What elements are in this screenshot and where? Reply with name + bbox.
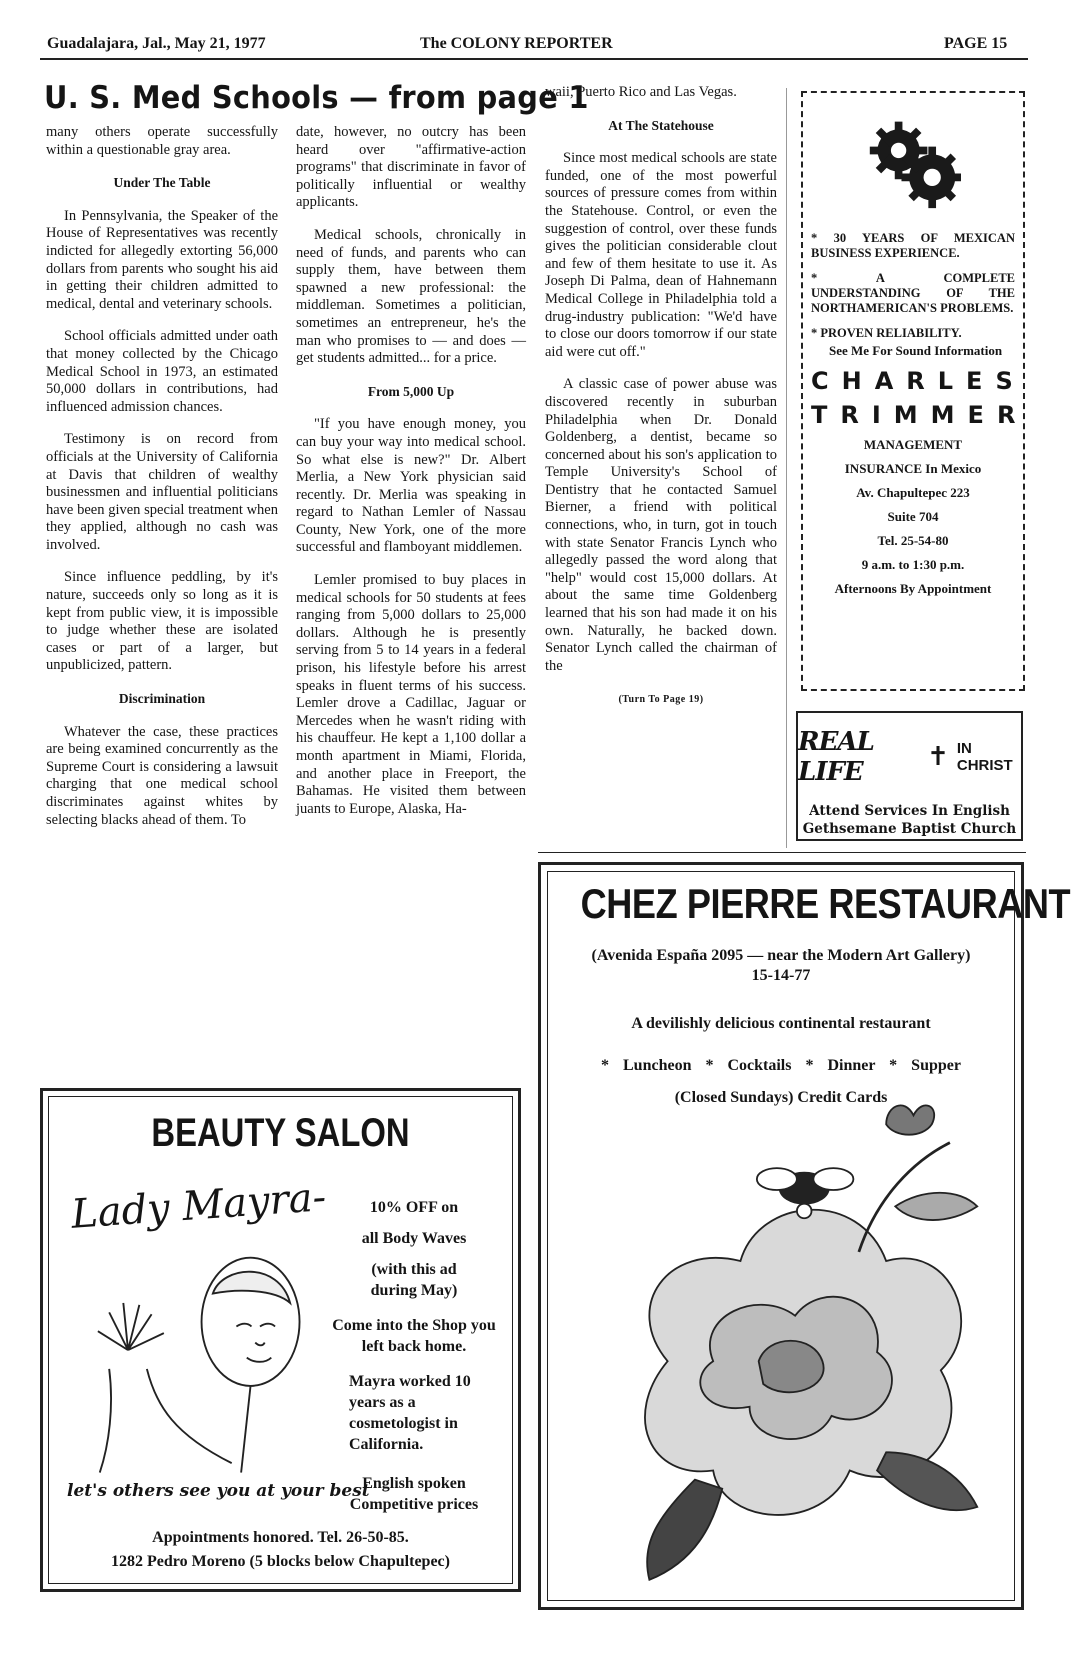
- trimmer-hours: 9 a.m. to 1:30 p.m.: [861, 557, 965, 572]
- paragraph: Medical schools, chronically in need of funds, and parents who can supply them, have between them spawned a new professional: the middleman. Sometimes a politician, sometimes an entrepreneur, he's the man who promises to — and does — get students admitted... for a price.: [296, 226, 526, 367]
- continued-note: (Turn To Page 19): [618, 694, 704, 706]
- gears-icon: [865, 113, 961, 211]
- paragraph: "If you have enough money, you can buy your way into medical school. So what else is new?" Dr. Albert Merlia, a New York physician said recently. Dr. Merlia was speaking in regard to Nathan Lemler of Nassau County, New York, one of the more successful and flamboyant middlemen.: [296, 416, 526, 556]
- paragraph: Testimony is on record from officials at the University of California at Davis that children of wealthy businessmen and influential politicians have been given special treatment when they applied, although no cash was involved.: [46, 431, 278, 553]
- headline: U. S. Med Schools — from page 1: [44, 80, 589, 116]
- subhead: From 5,000 Up: [367, 383, 455, 399]
- salon-appointments: Appointments honored. Tel. 26-50-85.: [152, 1529, 409, 1546]
- paragraph: Whatever the case, these practices are being examined concurrently as the Supreme Court is considering a lawsuit charging that one medical school discriminates against whites by selecting blacks ahead of them. To: [46, 723, 278, 828]
- trimmer-phone: Tel. 25-54-80: [877, 533, 949, 548]
- in-christ-text: IN CHRIST: [956, 740, 1013, 774]
- beauty-salon-title: BEAUTY SALON: [151, 1111, 410, 1155]
- article-column-2: [296, 124, 526, 833]
- trimmer-bullet: * PROVEN RELIABILITY.: [811, 326, 962, 340]
- salon-slogan: let's others see you at your best: [67, 1481, 370, 1501]
- chez-pierre-ad: [538, 862, 1071, 1610]
- paragraph: School officials admitted under oath that money collected by the Chicago Medical School in 1973, an estimated 50,000 dollars in contributions, had influenced admission chances.: [46, 328, 278, 415]
- column-rule-3: [786, 88, 787, 848]
- paragraph: In Pennsylvania, the Speaker of the House of Representatives was recently indicted for allegedly extorting 56,000 dollars from parents who sought his aid in getting their children admitted to medical, dental and veterinary schools.: [46, 207, 278, 312]
- come-into-shop: Come into the Shop you left back home.: [332, 1317, 496, 1355]
- masthead-page-number: PAGE 15: [944, 35, 1008, 52]
- section-rule: [538, 852, 1026, 853]
- flower-illustration-icon: [558, 1088, 1014, 1598]
- beauty-salon-ad: [40, 1088, 521, 1592]
- paragraph: many others operate successfully within a questionable gray area.: [46, 124, 278, 158]
- paragraph: date, however, no outcry has been heard over "affirmative-action programs" that discriminate in favor of politically influential or wealthy applicants.: [296, 124, 526, 211]
- real-life-logo: REAL LIFE: [798, 727, 874, 787]
- offer-line-1: 10% OFF on: [369, 1199, 459, 1216]
- paragraph: Since influence peddling, by it's nature, succeeds only so long as it is kept from public view, it is impossible to judge whether these are isolated cases or part of a larger, but unpublicized, pattern.: [46, 569, 278, 674]
- paragraph: waii, Puerto Rico and Las Vegas.: [545, 84, 737, 100]
- article-column-3: [545, 84, 777, 709]
- paragraph: Lemler promised to buy places in medical schools for 50 students at fees ranging from 5,000 dollars to 25,000 dollars. Although he is presently serving from 5 to 14 years in a federal prison, his lifestyle before his arrest speaks in fluent terms of his success. Lemler drove a Cadillac, Jaguar or Mercedes when he wasn't riding with his chauffeur. He kept a 1,100 dollar a month apartment in Miami, Florida, and another place in Freeport, the Bahamas. He visited them between juants to Europe, Alaska, Ha-: [296, 572, 526, 817]
- charles-trimmer-ad: [801, 91, 1029, 691]
- cross-icon: ✝: [927, 742, 949, 772]
- subhead: Discrimination: [118, 691, 206, 707]
- trimmer-insurance: INSURANCE In Mexico: [844, 461, 982, 476]
- subhead: At The Statehouse: [608, 117, 714, 133]
- lady-mayra-script: Lady Mayra-: [69, 1174, 328, 1238]
- trimmer-bullet: * 30 YEARS OF MEXICAN BUSINESS EXPERIENCE.: [811, 231, 1015, 260]
- woman-mirror-illustration-icon: [69, 1237, 319, 1482]
- trimmer-lastname: TRIMMER: [811, 401, 1029, 429]
- trimmer-appointment: Afternoons By Appointment: [834, 581, 992, 596]
- article-column-1: [46, 124, 278, 844]
- mayra-experience: Mayra worked 10 years as a cosmetologist in California.: [349, 1373, 471, 1453]
- church-services-line: Attend Services In English: [809, 803, 1010, 819]
- chez-pierre-address: (Avenida España 2095 — near the Modern Art Gallery) 15-14-77: [591, 947, 971, 984]
- masthead-rule: [40, 58, 1028, 60]
- trimmer-bullet: * A COMPLETE UNDERSTANDING OF THE NORTHAMERICAN'S PROBLEMS.: [811, 271, 1015, 315]
- salon-offer: [319, 1197, 509, 1515]
- chez-pierre-services: * Luncheon * Cocktails * Dinner * Supper: [601, 1057, 961, 1074]
- trimmer-suite: Suite 704: [887, 509, 939, 524]
- church-name: Gethsemane Baptist Church: [802, 821, 1017, 837]
- trimmer-firstname: CHARLES: [811, 367, 1026, 395]
- masthead-place-date: Guadalajara, Jal., May 21, 1977: [47, 35, 266, 52]
- english-spoken: English spoken: [362, 1475, 466, 1492]
- real-life-church-ad: [796, 711, 1023, 841]
- salon-address: 1282 Pedro Moreno (5 blocks below Chapultepec): [111, 1553, 450, 1570]
- paragraph: A classic case of power abuse was discovered recently in suburban Philadelphia when Dr. Donald Goldenberg, a dentist, became so concerned about his son's application to Temple University's School of Dentistry that he contacted Samuel Bierner, a friend with political connections, who, in turn, got in touch with state Senator Francis Lynch who allegedly passed the word along that "help" would cost 15,000 dollars. At about the same time Goldenberg learned that his son had made it on his own. Naturally, he backed down. Senator Lynch called the chairman of the: [545, 376, 777, 674]
- chez-pierre-tagline: A devilishly delicious continental restaurant: [631, 1015, 931, 1032]
- subhead: Under The Table: [113, 175, 211, 191]
- offer-line-3: (with this ad during May): [370, 1261, 458, 1299]
- trimmer-management: MANAGEMENT: [863, 437, 963, 452]
- offer-line-2: all Body Waves: [361, 1230, 467, 1247]
- masthead-paper-name: The COLONY REPORTER: [420, 35, 613, 52]
- competitive-prices: Competitive prices: [349, 1496, 479, 1513]
- chez-pierre-closed: (Closed Sundays) Credit Cards: [674, 1089, 888, 1106]
- trimmer-address: Av. Chapultepec 223: [856, 485, 970, 500]
- chez-pierre-title: CHEZ PIERRE RESTAURANT: [580, 880, 1071, 927]
- trimmer-subtext: See Me For Sound Information: [829, 343, 1003, 358]
- paragraph: Since most medical schools are state funded, one of the most powerful sources of pressure comes from within the Statehouse. Control, or even the suggestion of control, over these funds gives the politician considerable clout and few of them hesitate to use it. As Joseph Di Palma, dean of Hahnemann Medical College in Philadelphia told a drug-industry publication: "We'd have to close our doors tomorrow if our state aid were cut off.": [545, 150, 777, 360]
